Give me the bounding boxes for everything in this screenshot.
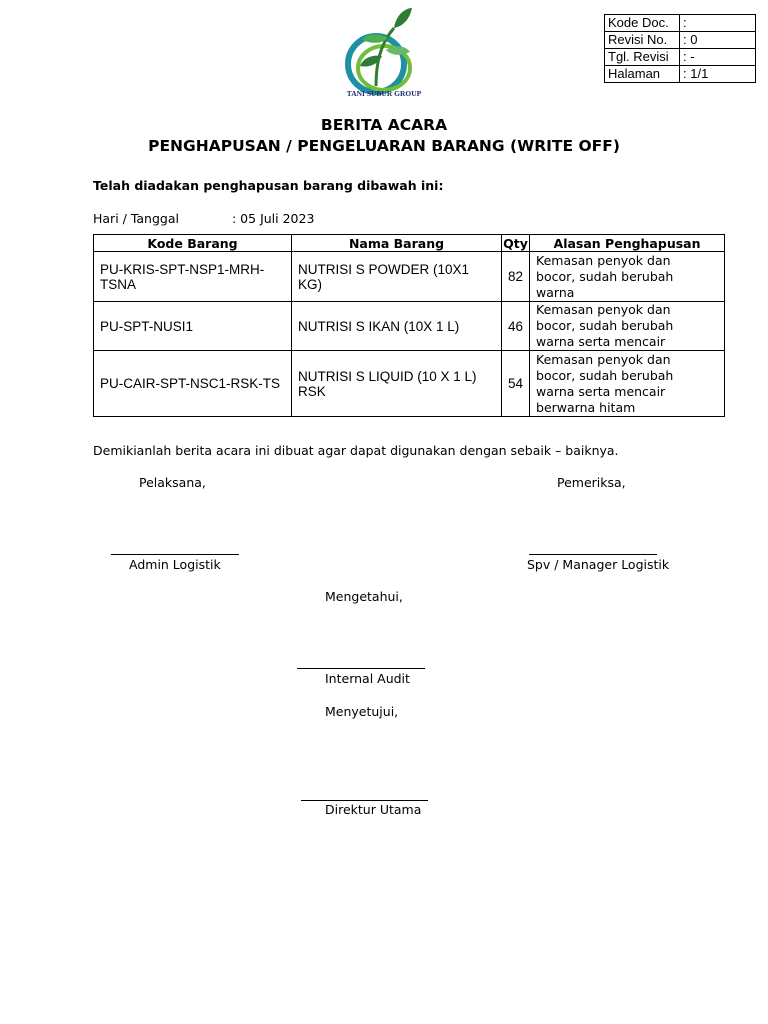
intro-text: Telah diadakan penghapusan barang dibawah ini: — [93, 178, 444, 193]
document-title: BERITA ACARA — [320, 116, 448, 134]
item-code: PU-KRIS-SPT-NSP1-MRH-TSNA — [94, 252, 292, 302]
executor-role: Admin Logistik — [129, 557, 221, 572]
item-reason: Kemasan penyok dan bocor, sudah berubah warna — [530, 252, 725, 302]
item-name: NUTRISI S IKAN (10X 1 L) — [292, 302, 502, 351]
header-alasan: Alasan Penghapusan — [530, 235, 725, 252]
item-reason: Kemasan penyok dan bocor, sudah berubah warna serta mencair berwarna hitam — [530, 351, 725, 417]
doc-control-value: : — [680, 15, 756, 32]
document-subtitle: PENGHAPUSAN / PENGELUARAN BARANG (WRITE OFF) — [148, 137, 620, 155]
table-row — [94, 351, 725, 417]
company-logo — [336, 4, 432, 100]
doc-control-value: : 1/1 — [680, 66, 756, 83]
header-qty: Qty — [503, 235, 528, 251]
director-signature-line — [301, 800, 428, 801]
doc-control-label: Tgl. Revisi — [605, 49, 680, 66]
item-qty: 46 — [502, 302, 530, 351]
table-row — [94, 252, 725, 302]
item-reason: Kemasan penyok dan bocor, sudah berubah warna serta mencair — [530, 302, 725, 351]
doc-control-row — [605, 15, 756, 32]
doc-control-label: Halaman — [605, 66, 680, 83]
doc-control-label: Revisi No. — [605, 32, 680, 49]
item-qty: 54 — [502, 351, 530, 417]
doc-control-value: : 0 — [680, 32, 756, 49]
executor-label: Pelaksana, — [139, 475, 206, 490]
logo-wordmark: TANI SUBUR GROUP — [346, 89, 422, 98]
doc-control-row — [605, 66, 756, 83]
doc-control-row — [605, 49, 756, 66]
item-qty: 82 — [502, 252, 530, 302]
executor-signature-line — [111, 554, 239, 555]
acknowledged-label: Mengetahui, — [325, 589, 403, 604]
audit-signature-line — [297, 668, 425, 669]
approved-label: Menyetujui, — [325, 704, 399, 719]
date-label: Hari / Tanggal — [93, 211, 179, 226]
date-value: : 05 Juli 2023 — [232, 211, 315, 226]
document-control-table — [604, 14, 756, 83]
item-name: NUTRISI S LIQUID (10 X 1 L) RSK — [292, 351, 502, 417]
checker-signature-line — [529, 554, 657, 555]
checker-role: Spv / Manager Logistik — [527, 557, 670, 572]
audit-role: Internal Audit — [325, 671, 410, 686]
write-off-items-table — [93, 234, 725, 417]
header-nama-barang: Nama Barang — [292, 235, 502, 252]
table-row — [94, 302, 725, 351]
item-code: PU-SPT-NUSI1 — [94, 302, 292, 351]
item-name: NUTRISI S POWDER (10X1 KG) — [292, 252, 502, 302]
director-role: Direktur Utama — [325, 802, 422, 817]
doc-control-row — [605, 32, 756, 49]
header-kode-barang: Kode Barang — [94, 235, 292, 252]
table-header-row — [94, 235, 725, 252]
closing-statement: Demikianlah berita acara ini dibuat agar dapat digunakan dengan sebaik – baiknya. — [93, 443, 619, 458]
checker-label: Pemeriksa, — [557, 475, 626, 490]
doc-control-label: Kode Doc. — [605, 15, 680, 32]
item-code: PU-CAIR-SPT-NSC1-RSK-TS — [94, 351, 292, 417]
doc-control-value: : - — [680, 49, 756, 66]
